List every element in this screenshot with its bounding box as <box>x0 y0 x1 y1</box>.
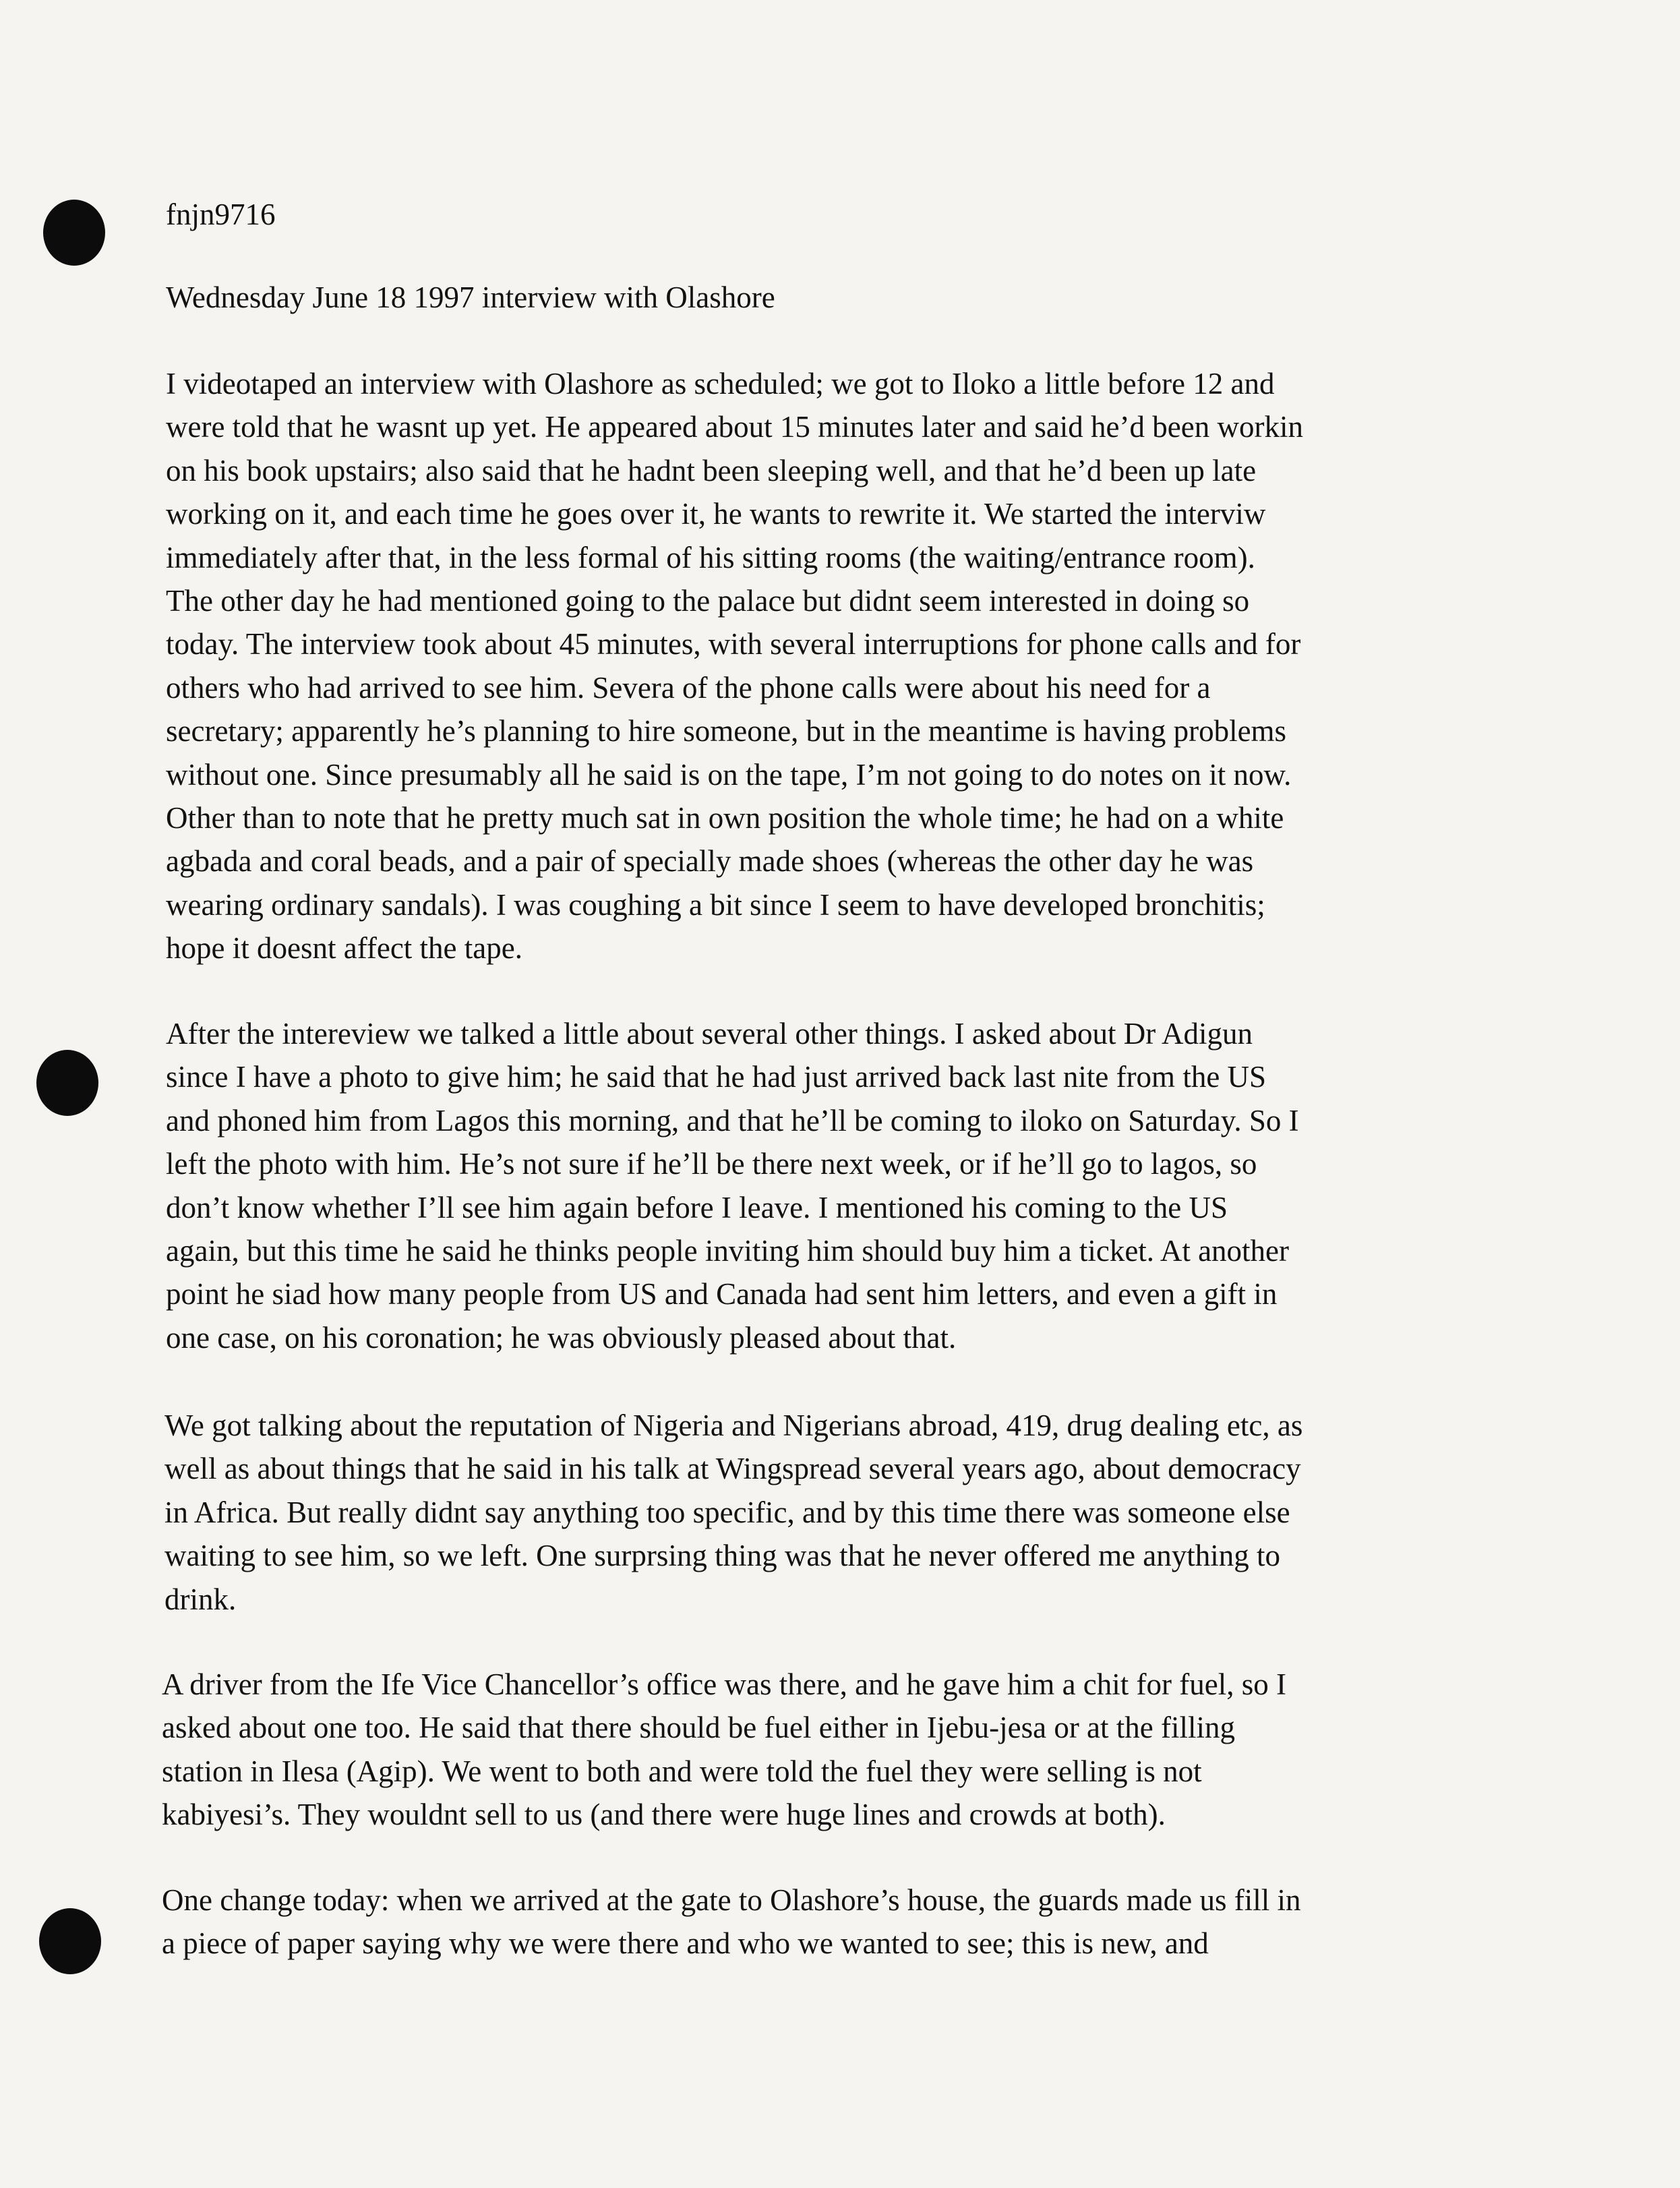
paragraph-line: in Africa. But really didnt say anything too specific, and by this time there was someone else <box>164 1495 1290 1529</box>
paragraph-line: again, but this time he said he thinks people inviting him should buy him a ticket. At another <box>166 1233 1290 1268</box>
document-id-text: fnjn9716 <box>166 198 276 231</box>
paragraph-line: working on it, and each time he goes over it, he wants to rewrite it. We started the interviw <box>166 497 1266 531</box>
paragraph-line: left the photo with him. He’s not sure if he’ll be there next week, or if he’ll go to lagos, so <box>166 1147 1257 1181</box>
paragraph-gate-change <box>162 1879 1300 1965</box>
paragraph-line: today. The interview took about 45 minutes, with several interruptions for phone calls and for <box>166 627 1301 661</box>
paragraph-line: without one. Since presumably all he said is on the tape, I’m not going to do notes on it now. <box>166 757 1292 792</box>
paragraph-line: agbada and coral beads, and a pair of specially made shoes (whereas the other day he was <box>166 844 1254 879</box>
paragraph-line: one case, on his coronation; he was obviously pleased about that. <box>166 1320 957 1355</box>
punch-hole-top <box>43 200 105 266</box>
paragraph-line: The other day he had mentioned going to the palace but didnt seem interested in doing so <box>166 583 1250 618</box>
paragraph-line: immediately after that, in the less formal of his sitting rooms (the waiting/entrance room). <box>166 540 1255 574</box>
paragraph-line: asked about one too. He said that there should be fuel either in Ijebu-jesa or at the filling <box>162 1711 1236 1745</box>
paragraph-line: One change today: when we arrived at the gate to Olashore’s house, the guards made us fill in <box>162 1883 1301 1917</box>
document-heading <box>166 276 775 319</box>
paragraph-interview <box>166 362 1303 970</box>
paragraph-line: a piece of paper saying why we were there and who we wanted to see; this is new, and <box>162 1926 1209 1961</box>
paragraph-line: station in Ilesa (Agip). We went to both and were told the fuel they were selling is not <box>162 1754 1202 1788</box>
paragraph-reputation <box>164 1404 1302 1621</box>
paragraph-fuel <box>162 1663 1286 1837</box>
punch-hole-middle <box>36 1050 98 1116</box>
paragraph-line: drink. <box>164 1582 237 1616</box>
paragraph-line: were told that he wasnt up yet. He appeared about 15 minutes later and said he’d been workin <box>166 410 1303 444</box>
paragraph-line: others who had arrived to see him. Severa of the phone calls were about his need for a <box>166 670 1211 705</box>
punch-hole-bottom <box>39 1908 101 1974</box>
paragraph-line: don’t know whether I’ll see him again before I leave. I mentioned his coming to the US <box>166 1190 1228 1224</box>
paragraph-line: We got talking about the reputation of Nigeria and Nigerians abroad, 419, drug dealing etc, as <box>164 1409 1303 1442</box>
paragraph-line: since I have a photo to give him; he said that he had just arrived back last nite from the US <box>166 1060 1267 1094</box>
paragraph-line: I videotaped an interview with Olashore as scheduled; we got to Iloko a little before 12 and <box>166 367 1275 401</box>
paragraph-line: hope it doesnt affect the tape. <box>166 931 522 966</box>
paragraph-line: After the intereview we talked a little about several other things. I asked about Dr Adigun <box>166 1017 1253 1051</box>
paragraph-line: A driver from the Ife Vice Chancellor’s office was there, and he gave him a chit for fuel, so I <box>162 1667 1286 1701</box>
paragraph-line: Other than to note that he pretty much sat in own position the whole time; he had on a white <box>166 800 1284 835</box>
paragraph-line: and phoned him from Lagos this morning, and that he’ll be coming to iloko on Saturday. So I <box>166 1103 1299 1137</box>
paragraph-line: point he siad how many people from US and Canada had sent him letters, and even a gift in <box>166 1277 1278 1311</box>
paragraph-after-interview <box>166 1012 1299 1359</box>
paragraph-line: secretary; apparently he’s planning to hire someone, but in the meantime is having problems <box>166 714 1287 748</box>
paragraph-line: on his book upstairs; also said that he hadnt been sleeping well, and that he’d been up late <box>166 453 1257 487</box>
document-id <box>166 193 276 236</box>
document-heading-text: Wednesday June 18 1997 interview with Olashore <box>166 280 775 314</box>
paragraph-line: wearing ordinary sandals). I was coughing a bit since I seem to have developed bronchitis; <box>166 887 1265 922</box>
paragraph-line: waiting to see him, so we left. One surprsing thing was that he never offered me anything to <box>164 1539 1281 1573</box>
paragraph-line: kabiyesi’s. They wouldnt sell to us (and there were huge lines and crowds at both). <box>162 1798 1166 1832</box>
paragraph-line: well as about things that he said in his talk at Wingspread several years ago, about democracy <box>164 1452 1301 1486</box>
